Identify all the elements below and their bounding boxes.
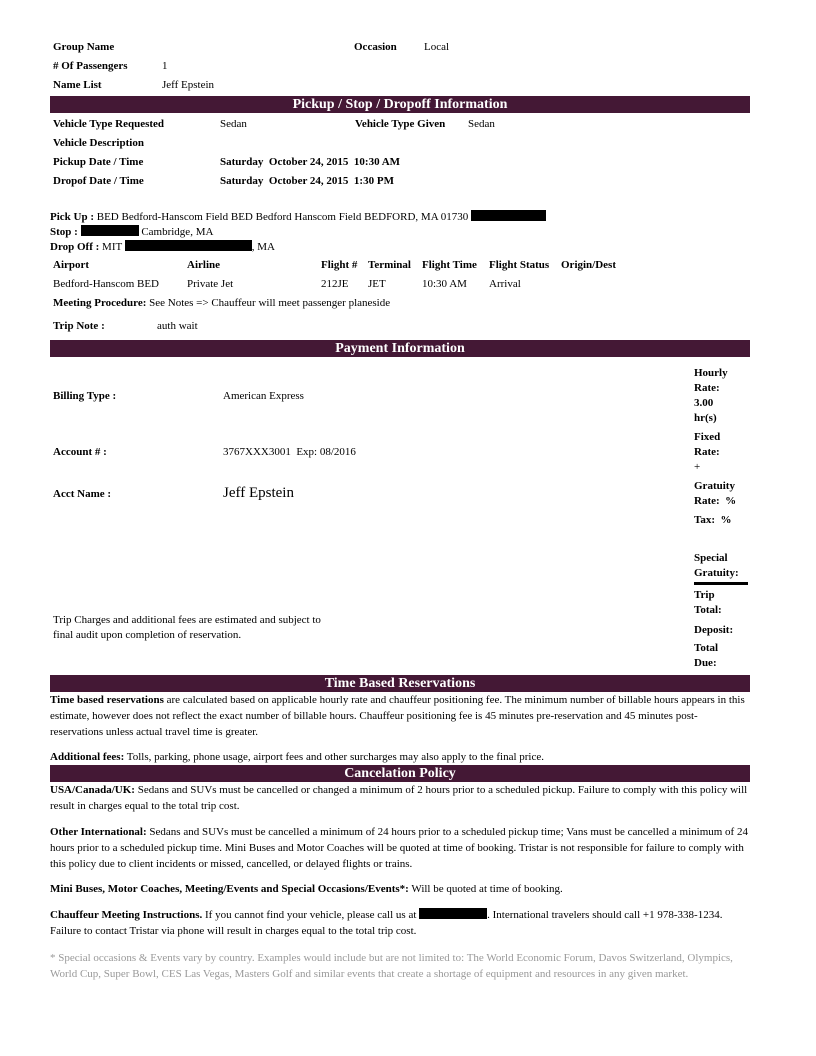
flight-terminal: JET <box>368 278 386 290</box>
chauffeur-meeting-paragraph <box>50 907 750 939</box>
fixed-rate-value: + <box>694 461 701 473</box>
time-based-bold: Time based reservations <box>50 694 164 706</box>
passengers-value: 1 <box>162 60 168 72</box>
mini-bus-bold: Mini Buses, Motor Coaches, Meeting/Events and Special Occasions/Events*: <box>50 883 409 895</box>
fixed-rate-label-2: Rate: <box>694 446 720 458</box>
drop-off-address-suffix: , MA <box>251 241 275 253</box>
flight-airport: Bedford-Hanscom BED <box>53 278 160 290</box>
flight-header-flight-status: Flight Status <box>489 259 550 271</box>
drop-off-address-prefix: MIT <box>102 241 123 253</box>
pick-up-label: Pick Up : <box>50 211 94 223</box>
stop-line <box>50 225 213 238</box>
flight-status: Arrival <box>489 278 521 290</box>
acct-name-label: Acct Name : <box>53 488 112 500</box>
pick-up-line <box>50 210 546 223</box>
chauffeur-meeting-bold: Chauffeur Meeting Instructions. <box>50 909 203 921</box>
mini-bus-paragraph <box>50 881 750 897</box>
vehicle-type-requested-label: Vehicle Type Requested <box>53 118 165 130</box>
redacted-block <box>419 908 487 919</box>
vehicle-type-requested-value: Sedan <box>220 118 247 130</box>
trip-note-label: Trip Note : <box>53 320 105 332</box>
gratuity-rate <box>694 479 754 509</box>
payment-section-header: Payment Information <box>50 340 750 357</box>
trip-total-label-2: Total: <box>694 604 722 616</box>
gratuity-rate-label-2: Rate: % <box>694 495 737 507</box>
occasion-label: Occasion <box>354 41 397 53</box>
meeting-procedure-label: Meeting Procedure: <box>53 297 147 309</box>
international-policy-bold: Other International: <box>50 826 147 838</box>
flight-header-airline: Airline <box>187 259 220 271</box>
passengers-label: # Of Passengers <box>53 60 128 72</box>
special-gratuity-label-1: Special <box>694 552 728 564</box>
meeting-procedure-value: See Notes => Chauffeur will meet passenger planeside <box>149 297 391 309</box>
estimate-note-line-1: Trip Charges and additional fees are estimated and subject to <box>53 614 321 626</box>
flight-header-flight-time: Flight Time <box>422 259 477 271</box>
flight-header-flight-number: Flight # <box>321 259 358 271</box>
account-value: 3767XXX3001 Exp: 08/2016 <box>223 446 356 458</box>
total-due-label-1: Total <box>694 642 719 654</box>
stop-label: Stop : <box>50 226 78 238</box>
dropoff-datetime-label: Dropof Date / Time <box>53 175 144 187</box>
name-list-label: Name List <box>53 79 102 91</box>
dropoff-datetime-value: Saturday October 24, 2015 1:30 PM <box>220 175 394 187</box>
flight-header-terminal: Terminal <box>368 259 411 271</box>
group-name-label: Group Name <box>53 41 115 53</box>
additional-fees-paragraph <box>50 749 750 765</box>
pickup-section-header: Pickup / Stop / Dropoff Information <box>50 96 750 113</box>
total-due-label-2: Due: <box>694 657 717 669</box>
stop-address: Cambridge, MA <box>141 226 214 238</box>
chauffeur-meeting-text-b: . International travelers should call +1 978-338-1234. Failure to contact Tristar via phone will result in charges equal to the total trip cost. <box>50 909 723 937</box>
pick-up-address: BED Bedford-Hanscom Field BED Bedford Hanscom Field BEDFORD, MA 01730 <box>96 211 469 223</box>
drop-off-label: Drop Off : <box>50 241 100 253</box>
trip-note-value: auth wait <box>157 320 198 332</box>
drop-off-line <box>50 240 275 253</box>
special-gratuity-label-2: Gratuity: <box>694 567 739 579</box>
trip-total-label-1: Trip <box>694 589 715 601</box>
occasion-value: Local <box>424 41 450 53</box>
usa-policy-text: Sedans and SUVs must be cancelled or changed a minimum of 2 hours prior to a scheduled pickup. Failure to comply with this policy will result in charges equal to the total trip cost. <box>50 784 748 812</box>
redacted-block <box>81 225 139 236</box>
usa-policy-bold: USA/Canada/UK: <box>50 784 135 796</box>
time-based-section-header: Time Based Reservations <box>50 675 750 692</box>
vehicle-description-label: Vehicle Description <box>53 137 144 149</box>
trip-total <box>694 588 754 618</box>
deposit-label: Deposit: <box>694 624 734 636</box>
additional-fees-bold: Additional fees: <box>50 751 125 763</box>
mini-bus-text: Will be quoted at time of booking. <box>408 883 563 895</box>
acct-name-value: Jeff Epstein <box>223 485 294 501</box>
special-occasions-footnote: * Special occasions & Events vary by country. Examples would include but are not limited to: The World Economic Forum, Davos Switzerland, Olympics, World Cup, Super Bowl, CES Las Vegas, Masters Golf and similar events that create a shortage of equipment and resources in any given market. <box>50 952 733 980</box>
name-list-value: Jeff Epstein <box>162 79 215 91</box>
hourly-rate-value: 3.00 <box>694 397 714 409</box>
fixed-rate-label-1: Fixed <box>694 431 721 443</box>
pickup-datetime-value: Saturday October 24, 2015 10:30 AM <box>220 156 401 168</box>
hourly-rate-label-1: Hourly <box>694 367 728 379</box>
account-label: Account # : <box>53 446 107 458</box>
usa-policy-paragraph <box>50 782 750 814</box>
flight-airline: Private Jet <box>187 278 234 290</box>
flight-header-airport: Airport <box>53 259 90 271</box>
total-divider <box>694 582 748 585</box>
international-policy-paragraph <box>50 824 750 872</box>
billing-type-value: American Express <box>223 390 304 402</box>
time-based-paragraph <box>50 692 750 740</box>
redacted-block <box>471 210 546 221</box>
hourly-rate-unit: hr(s) <box>694 412 717 424</box>
tax-label: Tax: % <box>694 514 732 526</box>
vehicle-type-given-value: Sedan <box>468 118 495 130</box>
meeting-procedure <box>53 297 390 309</box>
cancelation-section-header: Cancelation Policy <box>50 765 750 782</box>
additional-fees-text: Tolls, parking, phone usage, airport fees and other surcharges may also apply to the final price. <box>124 751 545 763</box>
fixed-rate <box>694 430 754 475</box>
international-policy-text: Sedans and SUVs must be cancelled a minimum of 24 hours prior to a scheduled pickup time; Vans must be cancelled a minimum of 24 hours prior to a scheduled pickup time. Mini Buses and Motor Coaches will be quoted at time of booking. Tristar is not responsible for failure to comply with this policy due to client incidents or missed, cancelled, or delayed flights or trains. <box>50 826 748 870</box>
total-due <box>694 641 754 671</box>
gratuity-rate-label-1: Gratuity <box>694 480 735 492</box>
flight-header-origin-dest: Origin/Dest <box>561 259 616 271</box>
flight-time: 10:30 AM <box>422 278 467 290</box>
hourly-rate-label-2: Rate: <box>694 382 720 394</box>
chauffeur-meeting-text-a: If you cannot find your vehicle, please call us at <box>202 909 420 921</box>
redacted-block <box>125 240 252 251</box>
billing-type-label: Billing Type : <box>53 390 117 402</box>
pickup-datetime-label: Pickup Date / Time <box>53 156 144 168</box>
flight-number: 212JE <box>321 278 349 290</box>
hourly-rate <box>694 366 754 426</box>
estimate-note-line-2: final audit upon completion of reservation. <box>53 629 242 641</box>
time-based-text: are calculated based on applicable hourly rate and chauffeur positioning fee. The minimum number of billable hours appears in this estimate, however does not reflect the exact number of billable hours. Chauffeur positioning fee is 45 minutes pre-reservation and 45 minutes post-reservations unless actual travel time is greater. <box>50 694 745 738</box>
vehicle-type-given-label: Vehicle Type Given <box>355 118 446 130</box>
special-gratuity <box>694 551 754 581</box>
